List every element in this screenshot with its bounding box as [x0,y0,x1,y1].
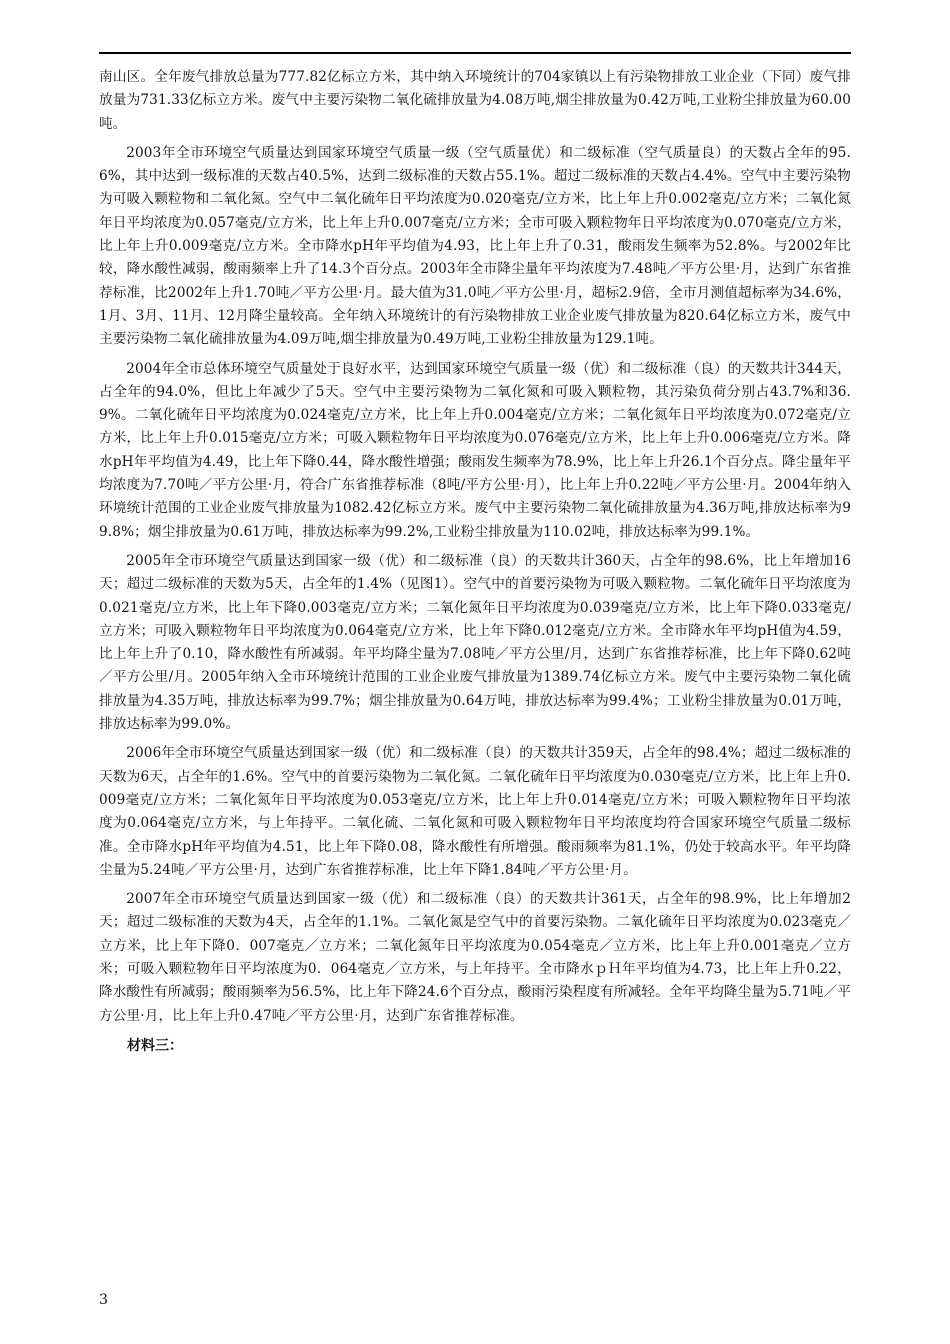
body-text [99,66,851,1058]
paragraph-nanshan-continuation: 南山区。全年废气排放总量为777.82亿标立方米，其中纳入环境统计的704家镇以上有污染物排放工业企业（下同）废气排放量为731.33亿标立方米。废气中主要污染物二氧化硫排放量为4.08万吨,烟尘排放量为0.42万吨,工业粉尘排放量为60.00吨。 [99,69,851,132]
paragraph-2007: 2007年全市环境空气质量达到国家一级（优）和二级标准（良）的天数共计361天，占全年的98.9%，比上年增加2天；超过二级标准的天数为4天，占全年的1.1%。二氧化氮是空气中的首要污染物。二氧化硫年日平均浓度为0.023毫克／立方米，比上年下降0．007毫克／立方米；二氧化氮年日平均浓度为0.054毫克／立方米，比上年上升0.001毫克／立方米；可吸入颗粒物年日平均浓度为0．064毫克／立方米，与上年持平。全市降水ｐＨ年平均值为4.73，比上年上升0.22，降水酸性有所减弱；酸雨频率为56.5%，比上年下降24.6个百分点，酸雨污染程度有所减轻。全年平均降尘量为5.71吨／平方公里·月，比上年上升0.47吨／平方公里·月，达到广东省推荐标准。 [99,891,851,1024]
page-number: 3 [99,1292,108,1308]
paragraph-2006: 2006年全市环境空气质量达到国家一级（优）和二级标准（良）的天数共计359天，占全年的98.4%；超过二级标准的天数为6天，占全年的1.6%。空气中的首要污染物为二氧化氮。二氧化硫年日平均浓度为0.030毫克/立方米，比上年上升0.009毫克/立方米；二氧化氮年日平均浓度为0.053毫克/立方米，比上年上升0.014毫克/立方米；可吸入颗粒物年日平均浓度为0.064毫克/立方米，与上年持平。二氧化硫、二氧化氮和可吸入颗粒物年日平均浓度均符合国家环境空气质量二级标准。全市降水pH年平均值为4.51，比上年下降0.08，降水酸性有所增强。酸雨频率为81.1%，仍处于较高水平。年平均降尘量为5.24吨／平方公里·月，达到广东省推荐标准，比上年下降1.84吨／平方公里·月。 [99,745,851,878]
material-three-heading: 材料三： [127,1037,183,1054]
header-rule [99,52,851,54]
paragraph-2003: 2003年全市环境空气质量达到国家环境空气质量一级（空气质量优）和二级标准（空气质量良）的天数占全年的95.6%，其中达到一级标准的天数占40.5%，达到二级标准的天数占55.1%。超过二级标准的天数占4.4%。空气中主要污染物为可吸入颗粒物和二氧化氮。空气中二氧化硫年日平均浓度为0.020毫克/立方米，比上年上升0.002毫克/立方米；二氧化氮年日平均浓度为0.057毫克/立方米，比上年上升0.007毫克/立方米；全市可吸入颗粒物年日平均浓度为0.070毫克/立方米，比上年上升0.009毫克/立方米。全市降水pH年平均值为4.93，比上年上升了0.31，酸雨发生频率为52.8%。与2002年比较，降水酸性减弱，酸雨频率上升了14.3个百分点。2003年全市降尘量年平均浓度为7.48吨／平方公里·月，达到广东省推荐标准，比2002年上升1.70吨／平方公里·月。最大值为31.0吨／平方公里·月，超标2.9倍，全市月测值超标率为34.6%，1月、3月、11月、12月降尘量较高。全年纳入环境统计的有污染物排放工业企业废气排放量为820.64亿标立方米，废气中主要污染物二氧化硫排放量为4.09万吨,烟尘排放量为0.49万吨,工业粉尘排放量为129.1吨。 [99,144,851,348]
paragraph-2004: 2004年全市总体环境空气质量处于良好水平，达到国家环境空气质量一级（优）和二级标准（良）的天数共计344天，占全年的94.0%，但比上年减少了5天。空气中主要污染物为二氧化氮和可吸入颗粒物，其污染负荷分别占43.7%和36.9%。二氧化硫年日平均浓度为0.024毫克/立方米，比上年上升0.004毫克/立方米；二氧化氮年日平均浓度为0.072毫克/立方米，比上年上升0.015毫克/立方米；可吸入颗粒物年日平均浓度为0.076毫克/立方米，比上年上升0.006毫克/立方米。降水pH年平均值为4.49，比上年下降0.44，降水酸性增强；酸雨发生频率为78.9%，比上年上升26.1个百分点。降尘量年平均浓度为7.70吨／平方公里·月，符合广东省推荐标准（8吨/平方公里·月），比上年上升0.22吨／平方公里·月。2004年纳入环境统计范围的工业企业废气排放量为1082.42亿标立方米。废气中主要污染物二氧化硫排放量为4.36万吨,排放达标率为99.8%；烟尘排放量为0.61万吨，排放达标率为99.2%,工业粉尘排放量为110.02吨，排放达标率为99.1%。 [99,360,851,540]
paragraph-2005: 2005年全市环境空气质量达到国家一级（优）和二级标准（良）的天数共计360天，占全年的98.6%，比上年增加16天；超过二级标准的天数为5天，占全年的1.4%（见图1）。空气中的首要污染物为可吸入颗粒物。二氧化硫年日平均浓度为0.021毫克/立方米，比上年下降0.003毫克/立方米；二氧化氮年日平均浓度为0.039毫克/立方米，比上年下降0.033毫克/立方米；可吸入颗粒物年日平均浓度为0.064毫克/立方米，比上年下降0.012毫克/立方米。全市降水年平均pH值为4.59，比上年上升了0.10，降水酸性有所减弱。年平均降尘量为7.08吨／平方公里/月，达到广东省推荐标准，比上年下降0.62吨／平方公里/月。2005年纳入全市环境统计范围的工业企业废气排放量为1389.74亿标立方米。废气中主要污染物二氧化硫排放量为4.35万吨，排放达标率为99.7%；烟尘排放量为0.64万吨，排放达标率为99.4%；工业粉尘排放量为0.01万吨，排放达标率为99.0%。 [99,552,851,733]
